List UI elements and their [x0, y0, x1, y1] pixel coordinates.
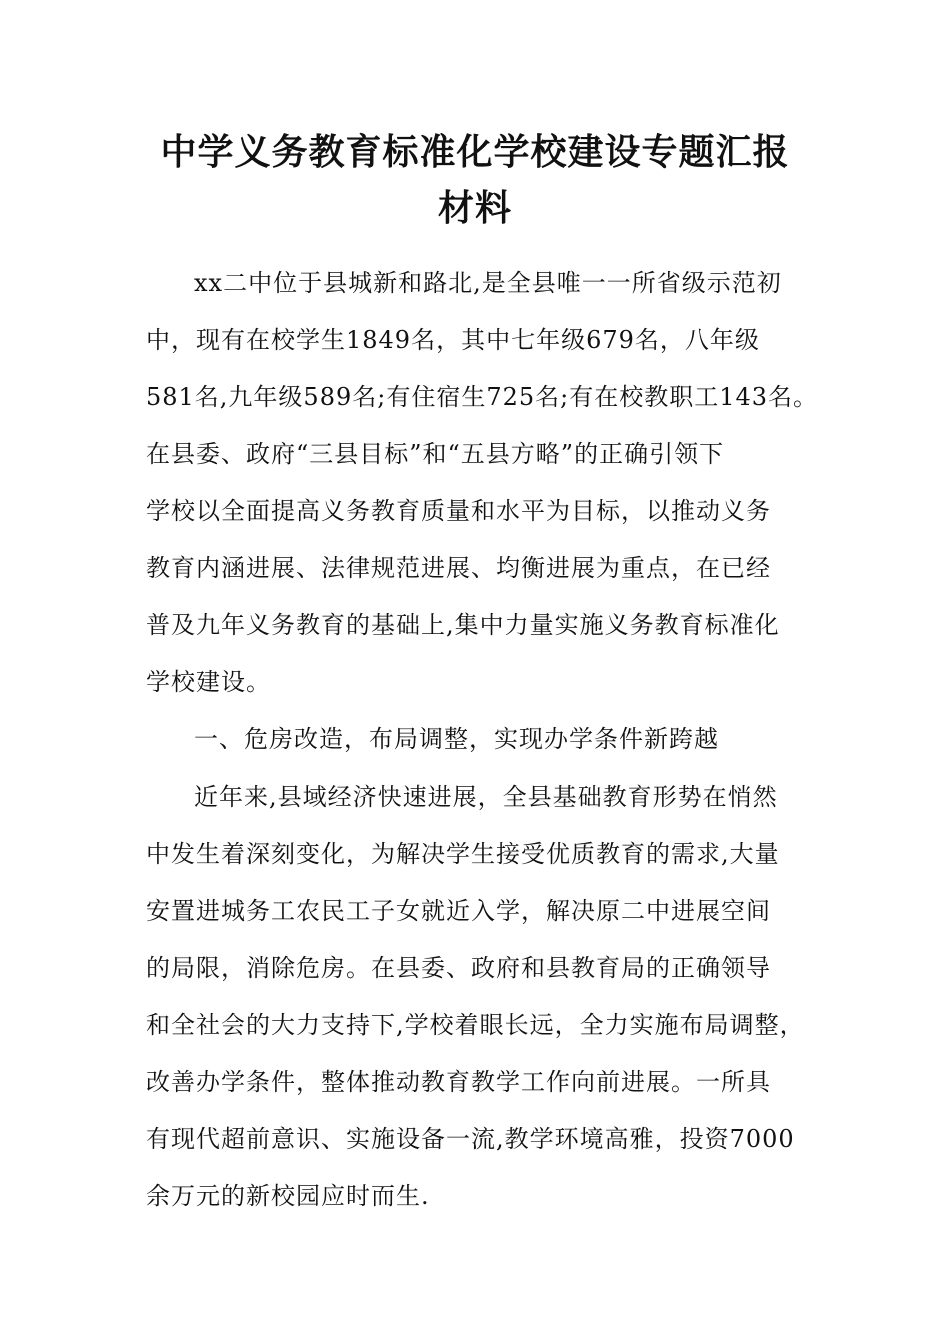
paragraph-line: xx二中位于县城新和路北,是全县唯一一所省级示范初 [194, 269, 782, 297]
document-title-line-2: 材料 [437, 188, 512, 229]
paragraph-line: 中发生着深刻变化，为解决学生接受优质教育的需求,大量 [146, 840, 780, 868]
paragraph-line: 教育内涵进展、法律规范进展、均衡进展为重点，在已经 [146, 554, 771, 582]
paragraph-line: 改善办学条件，整体推动教育教学工作向前进展。一所具 [146, 1068, 771, 1096]
paragraph-line: 学校建设。 [146, 668, 271, 696]
document-title-line-1: 中学义务教育标准化学校建设专题汇报 [160, 132, 790, 173]
paragraph-line: 中，现有在校学生1849名，其中七年级679名，八年级 [146, 326, 760, 354]
paragraph-line: 余万元的新校园应时而生. [146, 1182, 430, 1210]
paragraph-line: 有现代超前意识、实施设备一流,教学环境高雅，投资7000 [146, 1125, 795, 1153]
paragraph-line: 近年来,县域经济快速进展，全县基础教育形势在悄然 [194, 783, 778, 811]
paragraph-line: 在县委、政府“三县目标”和“五县方略”的正确引领下 [146, 440, 725, 468]
section-heading: 一、危房改造，布局调整，实现办学条件新跨越 [194, 725, 719, 753]
paragraph-line: 安置进城务工农民工子女就近入学，解决原二中进展空间 [146, 897, 771, 925]
paragraph-line: 学校以全面提高义务教育质量和水平为目标，以推动义务 [146, 497, 771, 525]
paragraph-line: 和全社会的大力支持下,学校着眼长远，全力实施布局调整， [146, 1011, 805, 1039]
paragraph-line: 的局限，消除危房。在县委、政府和县教育局的正确领导 [146, 954, 771, 982]
paragraph-line: 普及九年义务教育的基础上,集中力量实施义务教育标准化 [146, 611, 780, 639]
paragraph-line: 581名,九年级589名;有住宿生725名;有在校教职工143名。 [146, 383, 819, 411]
